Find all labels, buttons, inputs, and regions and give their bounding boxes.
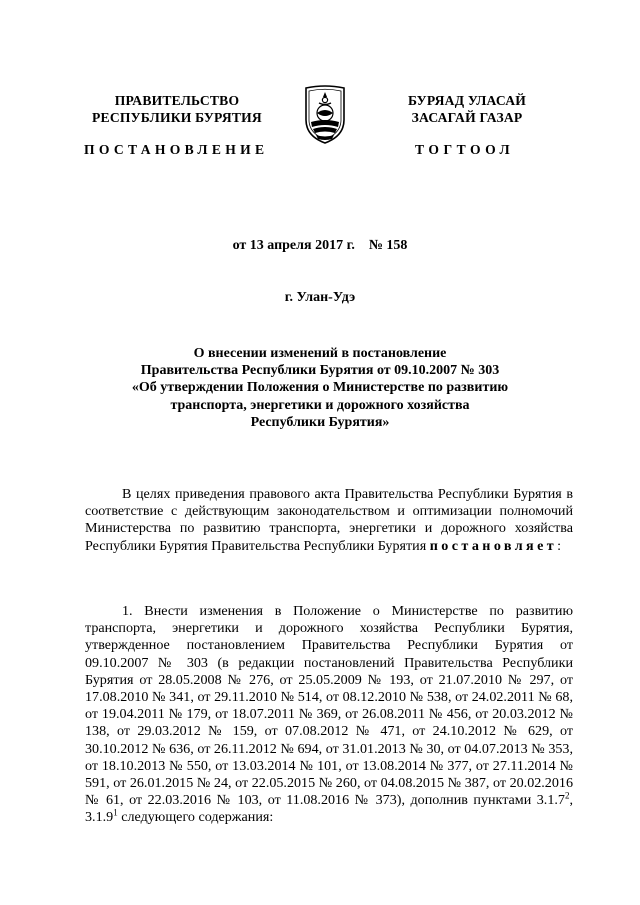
government-name-bua-line2: ЗАСАГАЙ ГАЗАР	[411, 110, 523, 125]
clause-item-2: 1.9	[95, 809, 114, 826]
preamble-colon: :	[557, 537, 561, 554]
title-line: Правительства Республики Бурятия от 09.10.2007 № 303	[140, 363, 500, 379]
clause-item-1-superscript: 2	[564, 790, 570, 801]
preamble-text: В целях приведения правового акта Правительства Республики Бурятия в соответствие с действующим законодательством и оптимизации полномочий Министерства по развитию транспорта, энергетики и дорожного хозяйства Республики Бурятия Правительства Республики Бурятия	[85, 486, 573, 554]
title-line: транспорта, энергетики и дорожного хозяйства	[170, 397, 470, 413]
title-line: Республики Бурятия»	[250, 414, 390, 430]
title-line: «Об утверждении Положения о Министерстве по развитию	[131, 380, 509, 396]
title-line: О внесении изменений в постановление	[193, 346, 447, 361]
clause-item-2-superscript: 1	[113, 807, 118, 818]
resolves-word: постановляет	[429, 537, 558, 554]
document-date: от 13 апреля 2017 г.	[232, 238, 355, 253]
document-city: г. Улан-Удэ	[284, 290, 356, 305]
government-name-bua-line1: БУРЯАД УЛАСАЙ	[407, 93, 527, 108]
coat-of-arms-icon	[302, 82, 348, 146]
government-name-ru	[82, 92, 272, 126]
clause-separator: , 3.	[85, 792, 573, 826]
government-name-bua	[378, 92, 556, 126]
government-name-ru-line1: ПРАВИТЕЛЬСТВО	[114, 93, 240, 108]
date-number-line	[0, 238, 640, 254]
clause-1-ending: следующего содержания:	[117, 809, 274, 826]
government-name-ru-line2: РЕСПУБЛИКИ БУРЯТИЯ	[92, 110, 262, 125]
clause-1-paragraph	[85, 603, 573, 827]
clause-item-1: 1.7	[547, 792, 565, 809]
preamble-paragraph	[85, 486, 573, 555]
document-type-bua: ТОГТООЛ	[415, 142, 515, 157]
document-title	[100, 345, 540, 431]
document-number: № 158	[368, 238, 408, 253]
document-type-ru: ПОСТАНОВЛЕНИЕ	[84, 142, 269, 157]
clause-1-text: 1. Внести изменения в Положение о Министерстве по развитию транспорта, энергетики и дорожного хозяйства Республики Бурятия, утвержденное постановлением Правительства Республики Бурятия от 09.10.2007 № 303 (в редакции постановлений Правительства Республики Бурятия от 28.05.2008 № 276, от 25.05.2009 № 193, от 21.07.2010 № 297, от 17.08.2010 № 341, от 29.11.2010 № 514, от 08.12.2010 № 538, от 24.02.2011 № 68, от 19.04.2011 № 179, от 18.07.2011 № 369, от 26.08.2011 № 456, от 20.03.2012 № 138, от 29.03.2012 № 159, от 07.08.2012 № 471, от 24.10.2012 № 629, от 30.10.2012 № 636, от 26.11.2012 № 694, от 31.01.2013 № 30, от 04.07.2013 № 353, от 18.10.2013 № 550, от 13.03.2014 № 101, от 13.08.2014 № 377, от 27.11.2014 № 591, от 26.01.2015 № 24, от 22.05.2015 № 260, от 04.08.2015 № 387, от 20.02.2016 № 61, от 22.03.2016 № 103, от 11.08.2016 № 373), дополнив пунктами 3.	[85, 603, 573, 809]
